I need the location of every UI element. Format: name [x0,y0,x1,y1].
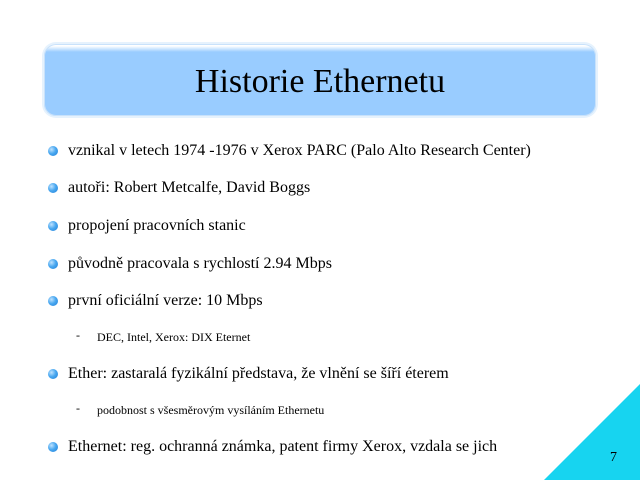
bullet-icon [48,442,58,452]
sub-bullet-text: DEC, Intel, Xerox: DIX Eternet [97,330,251,344]
bullet-text: vznikal v letech 1974 -1976 v Xerox PARC (Palo Alto Research Center) [68,142,531,159]
bullet-text: Ether: zastaralá fyzikální představa, že vlnění se šíří éterem [68,365,449,382]
bullet-text: autoři: Robert Metcalfe, David Boggs [68,179,311,196]
bullet-icon [48,146,58,156]
bullet-text: původně pracovala s rychlostí 2.94 Mbps [68,255,332,272]
dash-icon: - [76,401,80,415]
bullet-icon [48,221,58,231]
bullet-text: první oficiální verze: 10 Mbps [68,292,263,309]
page-number: 7 [610,450,617,465]
bullet-icon [48,296,58,306]
bullet-icon [48,183,58,193]
dash-icon: - [76,328,80,342]
bullet-icon [48,369,58,379]
sub-bullet-text: podobnost s všesměrovým vysíláním Ethernetu [97,403,325,417]
bullet-icon [48,259,58,269]
bullet-text: Ethernet: reg. ochranná známka, patent firmy Xerox, vzdala se jich [68,438,498,455]
bullet-text: propojení pracovních stanic [68,217,246,234]
slide-title: Historie Ethernetu [194,63,446,100]
corner-triangle [544,384,640,480]
